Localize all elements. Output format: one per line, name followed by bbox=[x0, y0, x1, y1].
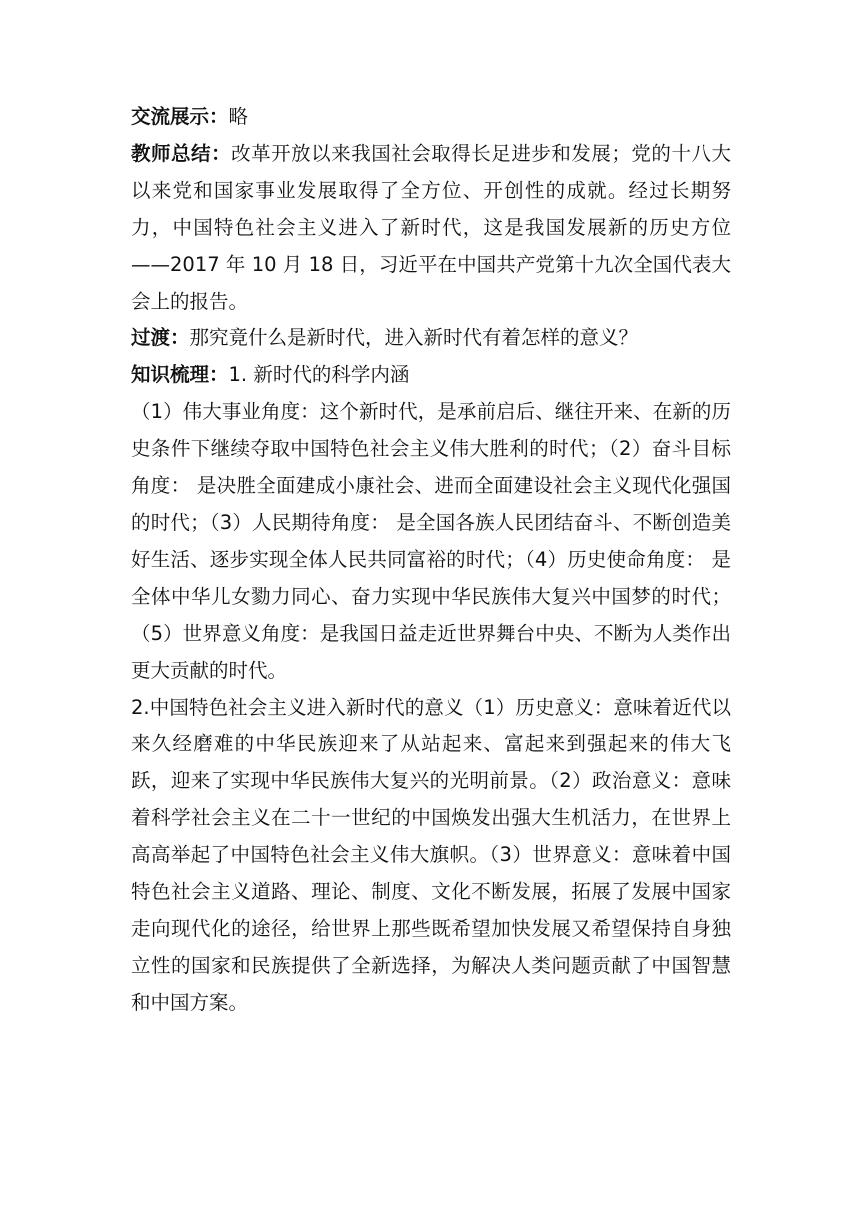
teacher-summary-paragraph bbox=[131, 136, 731, 321]
knowledge-text: 1. 新时代的科学内涵 bbox=[228, 363, 410, 387]
knowledge-label: 知识梳理： bbox=[131, 363, 229, 387]
exchange-paragraph bbox=[131, 99, 731, 136]
significance-paragraph: 2.中国特色社会主义进入新时代的意义（1）历史意义：意味着近代以来久经磨难的中华民族迎来了从站起来、富起来到强起来的伟大飞跃，迎来了实现中华民族伟大复兴的光明前景。（2）政治意义：意味着科学社会主义在二十一世纪的中国焕发出强大生机活力，在世界上高高举起了中国特色社会主义伟大旗帜。（3）世界意义：意味着中国特色社会主义道路、理论、制度、文化不断发展，拓展了发展中国家走向现代化的途径，给世界上那些既希望加快发展又希望保持自身独立性的国家和民族提供了全新选择，为解决人类问题贡献了中国智慧和中国方案。 bbox=[131, 695, 731, 1014]
knowledge-paragraph bbox=[131, 357, 731, 394]
teacher-summary-label: 教师总结： bbox=[131, 141, 232, 165]
transition-text: 那究竟什么是新时代，进入新时代有着怎样的意义？ bbox=[189, 326, 639, 350]
exchange-label: 交流展示： bbox=[131, 105, 229, 128]
exchange-text: 略 bbox=[228, 105, 249, 128]
connotation-paragraph: （1）伟大事业角度：这个新时代，是承前启后、继往开来、在新的历史条件下继续夺取中国特色社会主义伟大胜利的时代；（2）奋斗目标角度： 是决胜全面建成小康社会、进而全面建设社会主义现代化强国的时代；（3）人民期待角度： 是全国各族人民团结奋斗、不断创造美好生活、逐步实现全体人民共同富裕的时代；（4）历史使命角度： 是全体中华儿女勠力同心、奋力实现中华民族伟大复兴中国梦的时代；（5）世界意义角度：是我国日益走近世界舞台中央、不断为人类作出更大贡献的时代。 bbox=[131, 400, 731, 682]
transition-paragraph bbox=[131, 320, 731, 357]
document-body bbox=[131, 99, 731, 1022]
teacher-summary-text: 改革开放以来我国社会取得长足进步和发展；党的十八大以来党和国家事业发展取得了全方位、开创性的成就。经过长期努力，中国特色社会主义进入了新时代，这是我国发展新的历史方位 ——2017 年 10 月 18 日，习近平在中国共产党第十九次全国代表大会上的报告。 bbox=[131, 141, 731, 313]
transition-label: 过渡： bbox=[131, 326, 190, 350]
